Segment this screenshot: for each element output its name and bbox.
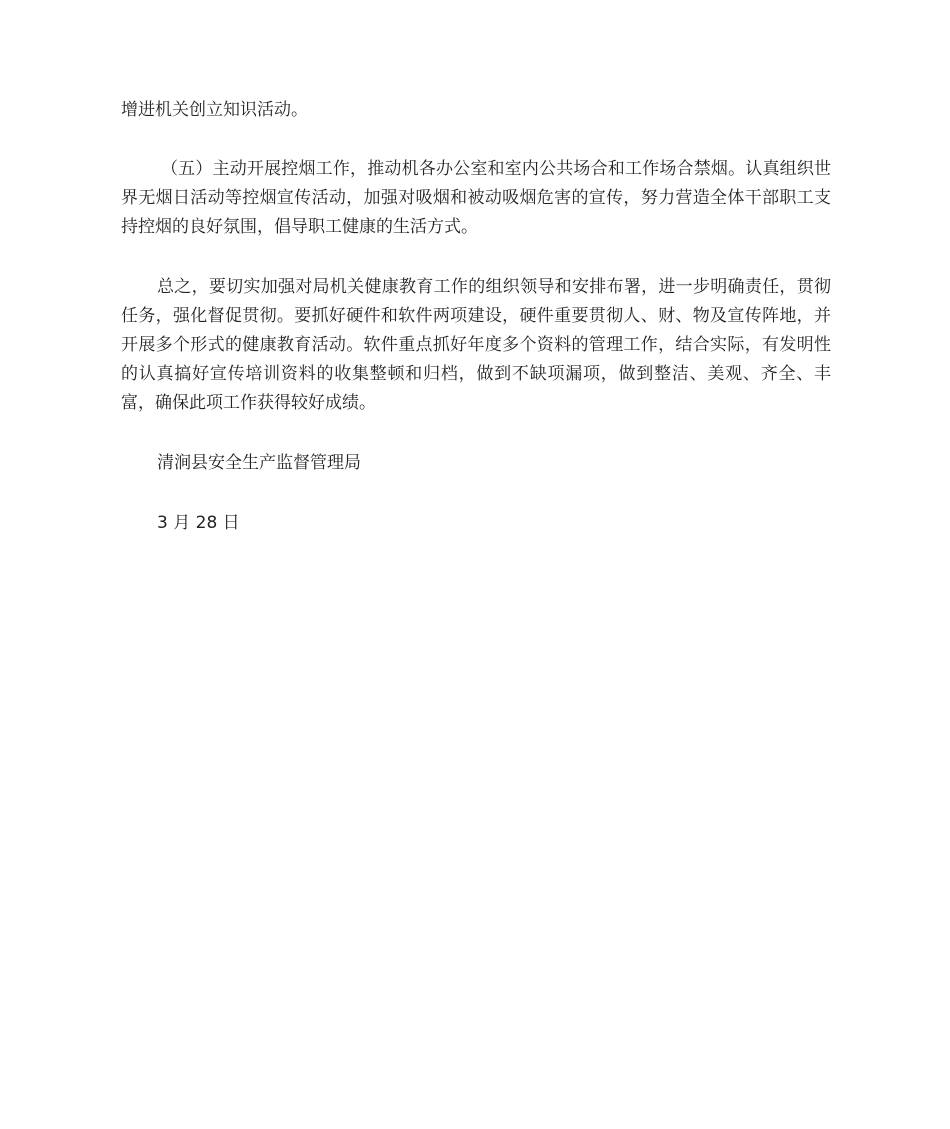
paragraph-smoking-control: （五）主动开展控烟工作，推动机各办公室和室内公共场合和工作场合禁烟。认真组织世界无烟日活动等控烟宣传活动，加强对吸烟和被动吸烟危害的宣传，努力营造全体干部职工支持控烟的良好氛围，倡导职工健康的生活方式。 bbox=[121, 159, 831, 237]
document-body bbox=[121, 96, 831, 538]
signature-organization: 清涧县安全生产监督管理局 bbox=[157, 453, 361, 473]
signature-date: 3 月 28 日 bbox=[157, 513, 240, 533]
paragraph-summary: 总之，要切实加强对局机关健康教育工作的组织领导和安排布署，进一步明确责任，贯彻任务，强化督促贯彻。要抓好硬件和软件两项建设，硬件重要贯彻人、财、物及宣传阵地，并开展多个形式的健康教育活动。软件重点抓好年度多个资料的管理工作，结合实际，有发明性的认真搞好宣传培训资料的收集整顿和归档，做到不缺项漏项，做到整洁、美观、齐全、丰富，确保此项工作获得较好成绩。 bbox=[121, 277, 831, 413]
paragraph-continuation: 增进机关创立知识活动。 bbox=[121, 100, 308, 120]
